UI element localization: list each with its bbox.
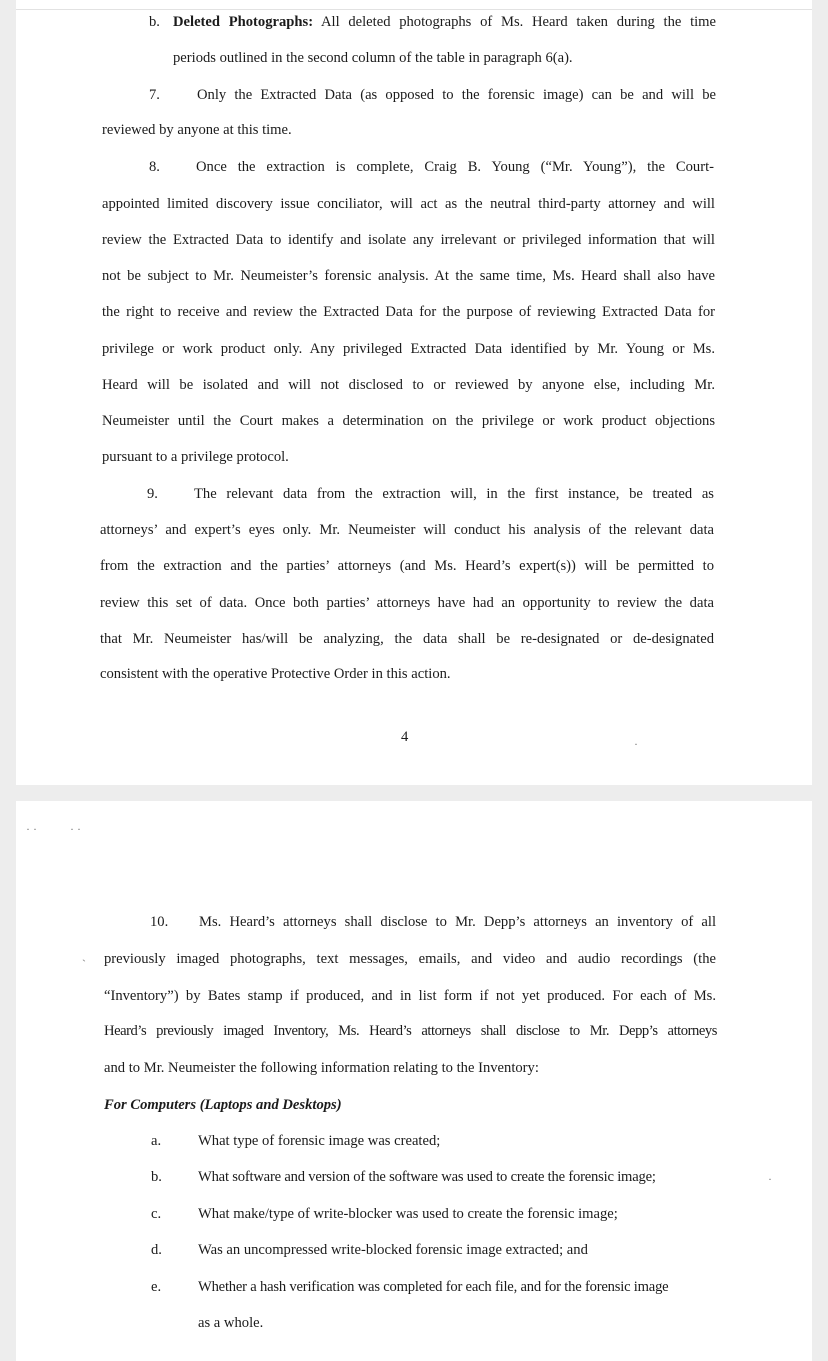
item-b-text: All deleted photographs of Ms. Heard taken during the time xyxy=(320,14,717,30)
para-8-line-6: privilege or work product only. Any privileged Extracted Data identified by Mr. Young or Ms. xyxy=(102,341,715,357)
list-marker: e. xyxy=(151,1279,162,1295)
list-item: Was an uncompressed write-blocked forensic image extracted; and xyxy=(198,1242,588,1258)
page-top-divider xyxy=(16,9,812,10)
para-10-line-5: and to Mr. Neumeister the following information relating to the Inventory: xyxy=(104,1060,539,1076)
list-marker: b. xyxy=(151,1169,162,1185)
para-7-number: 7. xyxy=(149,87,160,103)
para-10-number: 10. xyxy=(150,914,169,930)
list-item: What software and version of the software was used to create the forensic image; xyxy=(198,1169,656,1185)
para-9-line-2: attorneys’ and expert’s eyes only. Mr. Neumeister will conduct his analysis of the relevant data xyxy=(100,522,714,538)
document-page-4 xyxy=(16,0,812,785)
para-9-line-1: The relevant data from the extraction will, in the first instance, be treated as xyxy=(194,486,714,502)
para-7-line-1: Only the Extracted Data (as opposed to the forensic image) can be and will be xyxy=(197,87,716,103)
para-9-line-4: review this set of data. Once both parties’ attorneys have had an opportunity to review the data xyxy=(100,595,714,611)
list-item: What type of forensic image was created; xyxy=(198,1133,441,1149)
para-10-line-2: previously imaged photographs, text messages, emails, and video and audio recordings (the xyxy=(104,951,716,967)
para-8-number: 8. xyxy=(149,159,160,175)
para-8-line-4: not be subject to Mr. Neumeister’s forensic analysis. At the same time, Ms. Heard shall also have xyxy=(102,268,715,284)
para-10-line-1: Ms. Heard’s attorneys shall disclose to Mr. Depp’s attorneys an inventory of all xyxy=(199,914,716,930)
list-item: What make/type of write-blocker was used to create the forensic image; xyxy=(198,1206,618,1222)
scan-speck: ` xyxy=(82,957,86,971)
para-8-line-2: appointed limited discovery issue conciliator, will act as the neutral third-party attorney and will xyxy=(102,196,715,212)
scan-speck: · xyxy=(634,737,638,751)
list-marker: c. xyxy=(151,1206,162,1222)
para-8-line-8: Neumeister until the Court makes a determination on the privilege or work product objections xyxy=(102,413,715,429)
item-b-marker: b. xyxy=(149,14,160,30)
para-10-line-4: Heard’s previously imaged Inventory, Ms. Heard’s attorneys shall disclose to Mr. Depp’s attorneys xyxy=(104,1023,717,1039)
para-9-line-6: consistent with the operative Protective Order in this action. xyxy=(100,666,451,682)
scan-speck: · · xyxy=(70,822,81,836)
list-marker: a. xyxy=(151,1133,162,1149)
scan-speck: · · xyxy=(26,822,37,836)
page-number: 4 xyxy=(401,729,409,745)
item-b-line-2: periods outlined in the second column of the table in paragraph 6(a). xyxy=(173,50,573,66)
list-item: Whether a hash verification was completed for each file, and for the forensic image xyxy=(198,1279,669,1295)
scan-speck: · xyxy=(768,1172,772,1186)
para-8-line-5: the right to receive and review the Extracted Data for the purpose of reviewing Extracted Data for xyxy=(102,304,715,320)
item-b-term: Deleted Photographs: xyxy=(173,14,314,30)
section-heading-computers: For Computers (Laptops and Desktops) xyxy=(104,1097,342,1113)
para-9-number: 9. xyxy=(147,486,158,502)
para-8-line-9: pursuant to a privilege protocol. xyxy=(102,449,289,465)
item-b-line-1 xyxy=(173,12,716,32)
list-marker: d. xyxy=(151,1242,162,1258)
para-8-line-7: Heard will be isolated and will not disclosed to or reviewed by anyone else, including Mr. xyxy=(102,377,715,393)
para-9-line-5: that Mr. Neumeister has/will be analyzing, the data shall be re-designated or de-designated xyxy=(100,631,714,647)
para-8-line-1: Once the extraction is complete, Craig B. Young (“Mr. Young”), the Court- xyxy=(196,159,714,175)
para-8-line-3: review the Extracted Data to identify and isolate any irrelevant or privileged information that will xyxy=(102,232,715,248)
list-item-continuation: as a whole. xyxy=(198,1315,264,1331)
para-7-line-2: reviewed by anyone at this time. xyxy=(102,122,292,138)
document-page-5 xyxy=(16,801,812,1361)
para-10-line-3: “Inventory”) by Bates stamp if produced, and in list form if not yet produced. For each of Ms. xyxy=(104,988,716,1004)
para-9-line-3: from the extraction and the parties’ attorneys (and Ms. Heard’s expert(s)) will be permitted to xyxy=(100,558,714,574)
